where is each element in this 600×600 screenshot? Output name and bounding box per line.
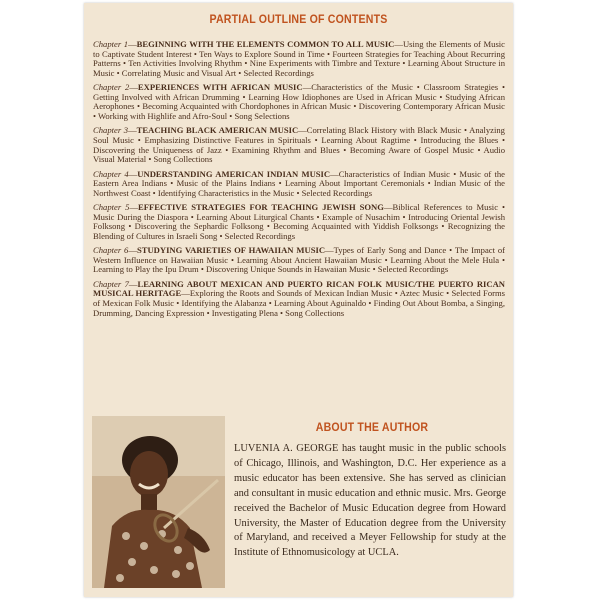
author-bio: LUVENIA A. GEORGE has taught music in the public schools of Chicago, Illinois, and Washington, D.C. Her experience as a music educator has been extensive. She has served as clinician and consultant in music education and ethnic music. Mrs. George received the Bachelor of Music Education degree from Howard University, the Master of Education degree from the University of Maryland, and received a Meyer Fellowship for study at the Institute of Ethnomusicology at UCLA. (234, 443, 506, 559)
chapter-number: Chapter 2 (93, 82, 130, 93)
chapter-number: Chapter 4 (93, 168, 129, 179)
chapter-title: EXPERIENCES WITH AFRICAN MUSIC (137, 82, 303, 93)
chapter-list (93, 40, 505, 323)
chapter-title: BEGINNING WITH THE ELEMENTS COMMON TO ALL MUSIC (136, 39, 395, 49)
author-portrait-image (92, 416, 225, 588)
chapter-entry: Chapter 4—UNDERSTANDING AMERICAN INDIAN MUSIC—Characteristics of Indian Music • Music of the Eastern Area Indians • Music of the Plains Indians • Learning About Important Ceremonials • Indian Music of the Northwest Coast • Identifying Characteristics in the Music • Selected Recordings (93, 168, 505, 198)
chapter-number: Chapter 7 (93, 278, 129, 289)
chapter-entry: Chapter 2—EXPERIENCES WITH AFRICAN MUSIC—Characteristics of the Music • Classroom Strategies • Getting Involved with African Drumming • Learning How Idiophones are Used in African Music • Studying African Aerophones • Becoming Acquainted with Chordophones in African Music • Discovering Contemporary African Music • Working with Highlife and Afro-Soul • Song Selections (93, 82, 505, 121)
chapter-number: Chapter 6 (93, 245, 129, 256)
contents-heading: PARTIAL OUTLINE OF CONTENTS (209, 14, 388, 26)
about-author-heading: ABOUT THE AUTHOR (315, 422, 429, 434)
chapter-title: STUDYING VARIETIES OF HAWAIIAN MUSIC (136, 245, 326, 256)
chapter-topics: Exploring the Roots and Sounds of Mexican Indian Music • Aztec Music • Selected Forms of Mexican Folk Music • Identifying the Alabanza • Learning About Aguinaldo • Finding Out About Bomba, a Singing, Drumming, Dancing Expression • Investigating Plena • Song Collections (93, 288, 506, 318)
chapter-number: Chapter 1 (93, 39, 129, 49)
chapter-topics: Characteristics of the Music • Classroom Strategies • Getting Involved with African Drumming • Learning How Idiophones are Used in African Music • Studying African Aerophones • Becoming Acquainted with Chordophones in African Music • Discovering Contemporary African Music • Working with Highlife and Afro-Soul • Song Selections (93, 82, 505, 121)
chapter-topics: Types of Early Song and Dance • The Impact of Western Influence on Hawaiian Music • Learning About Ancient Hawaiian Music • Learning About the Mele Hula • Learning to Play the Ipu Drum • Discovering Unique Sounds in Hawaiian Music • Selected Recordings (93, 245, 506, 275)
chapter-entry: Chapter 7—LEARNING ABOUT MEXICAN AND PUERTO RICAN FOLK MUSIC/THE PUERTO RICAN MUSICAL HERITAGE—Exploring the Roots and Sounds of Mexican Indian Music • Aztec Music • Selected Forms of Mexican Folk Music • Identifying the Alabanza • Learning About Aguinaldo • Finding Out About Bomba, a Singing, Drumming, Dancing Expression • Investigating Plena • Song Collections (93, 278, 506, 318)
book-jacket-page (84, 3, 513, 597)
author-photo (92, 416, 225, 588)
chapter-entry: Chapter 3—TEACHING BLACK AMERICAN MUSIC—Correlating Black History with Black Music • Analyzing Soul Music • Emphasizing Distinctive Features in Spirituals • Learning About Ragtime • Introducing the Blues • Discovering the Uniqueness of Jazz • Examining Rhythm and Blues • Becoming Aware of Gospel Music • Audio Visual Material • Song Collections (93, 125, 505, 165)
chapter-topics: Using the Elements of Music to Captivate Student Interest • Ten Ways to Explore Sound in Time • Fourteen Strategies for Teaching About Recurring Patterns • Ten Activities Involving Rhythm • Nine Experiments with Timbre and Texture • Learning About Structure in Music • Correlating Music and Visual Art • Selected Recordings (93, 39, 505, 78)
chapter-topics: Correlating Black History with Black Music • Analyzing Soul Music • Emphasizing Distinctive Features in Spirituals • Learning About Ragtime • Introducing the Blues • Discovering the Uniqueness of Jazz • Examining Rhythm and Blues • Becoming Aware of Gospel Music • Audio Visual Material • Song Collections (93, 125, 505, 165)
chapter-topics: Characteristics of Indian Music • Music of the Eastern Area Indians • Music of the Plains Indians • Learning About Important Ceremonials • Indian Music of the Northwest Coast • Identifying Characteristics in the Music • Selected Recordings (93, 168, 505, 198)
chapter-title: TEACHING BLACK AMERICAN MUSIC (136, 125, 299, 136)
chapter-title: LEARNING ABOUT MEXICAN AND PUERTO RICAN FOLK MUSIC/THE PUERTO RICAN MUSICAL HERITAGE (93, 278, 505, 299)
chapter-title: UNDERSTANDING AMERICAN INDIAN MUSIC (137, 168, 331, 179)
chapter-number: Chapter 3 (93, 125, 129, 136)
chapter-topics: Biblical References to Music • Music During the Diaspora • Learning About Liturgical Chants • Example of Nusachim • Introducing Oriental Jewish Folksong • Discovering the Sephardic Folksong • Becoming Acquainted with Yiddish Folksongs • Recognizing the Blending of Cultures in Israeli Song • Selected Recordings (93, 202, 505, 241)
chapter-entry: Chapter 5—EFFECTIVE STRATEGIES FOR TEACHING JEWISH SONG—Biblical References to Music • Music During the Diaspora • Learning About Liturgical Chants • Example of Nusachim • Introducing Oriental Jewish Folksong • Discovering the Sephardic Folksong • Becoming Acquainted with Yiddish Folksongs • Recognizing the Blending of Cultures in Israeli Song • Selected Recordings (93, 202, 505, 241)
chapter-title: EFFECTIVE STRATEGIES FOR TEACHING JEWISH SONG (138, 202, 384, 213)
chapter-number: Chapter 5 (93, 202, 130, 213)
chapter-entry: Chapter 6—STUDYING VARIETIES OF HAWAIIAN MUSIC—Types of Early Song and Dance • The Impact of Western Influence on Hawaiian Music • Learning About Ancient Hawaiian Music • Learning About the Mele Hula • Learning to Play the Ipu Drum • Discovering Unique Sounds in Hawaiian Music • Selected Recordings (93, 245, 506, 275)
chapter-entry: Chapter 1—BEGINNING WITH THE ELEMENTS COMMON TO ALL MUSIC—Using the Elements of Music to Captivate Student Interest • Ten Ways to Explore Sound in Time • Fourteen Strategies for Teaching About Recurring Patterns • Ten Activities Involving Rhythm • Nine Experiments with Timbre and Texture • Learning About Structure in Music • Correlating Music and Visual Art • Selected Recordings (93, 39, 505, 78)
